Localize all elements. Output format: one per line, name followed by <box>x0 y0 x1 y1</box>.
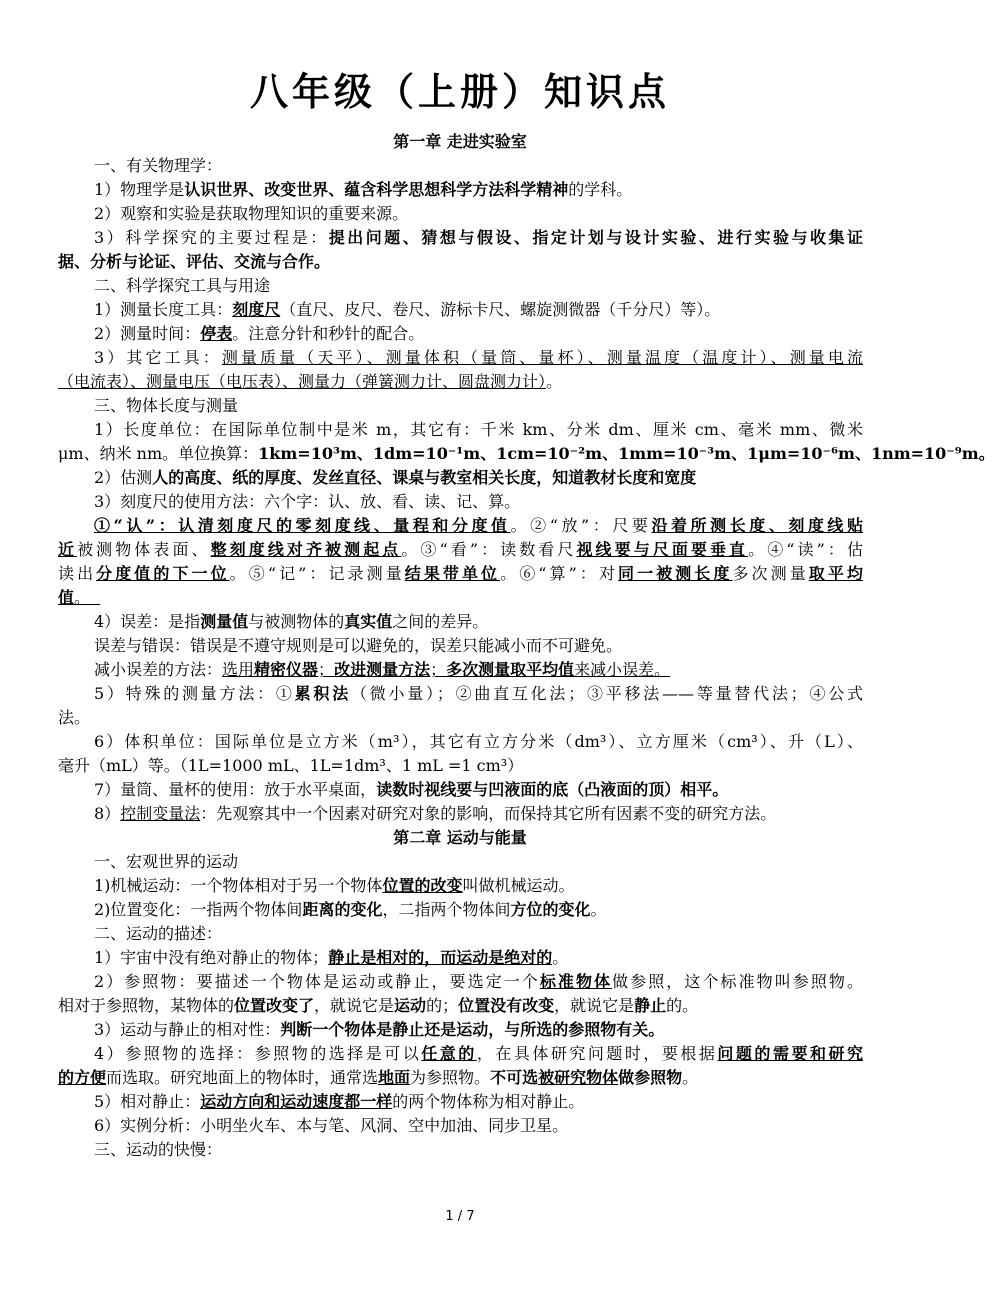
text-run: 改进测量方法 <box>334 660 431 679</box>
text-run: 误差与错误：错误是不遵守规则是可以避免的，误差只能减小而不可避免。 <box>94 636 623 655</box>
text-line <box>94 682 863 706</box>
text-line <box>94 490 863 514</box>
chapter-heading <box>0 130 920 154</box>
text-line <box>94 898 863 922</box>
text-run: 做参照物 <box>618 1068 683 1087</box>
text-line <box>94 154 863 178</box>
text-run: 做参照，这个标准物叫参照物。 <box>612 972 863 991</box>
text-run: μm、纳米 nm。单位换算： <box>58 444 259 463</box>
text-run: 选用 <box>222 660 255 679</box>
text-run: 而选取。研究地面上的物体时，通常选 <box>106 1068 379 1087</box>
text-run: 。⑥“算”：对 <box>500 564 619 583</box>
text-run: 。 <box>590 900 607 919</box>
text-run: 2）测量时间： <box>94 324 201 343</box>
text-line <box>94 226 863 250</box>
text-run: 测量质量（天平）、测量体积（量筒、量杯）、测量温度（温度计）、测量电流 <box>221 348 863 367</box>
text-run: 1）长度单位：在国际单位制中是米 m，其它有：千米 km、分米 dm、厘米 cm、毫米 mm、微米 <box>94 420 863 439</box>
text-run: 之间的差异。 <box>392 612 489 631</box>
text-run: 整刻度线对齐被测起点 <box>210 540 402 559</box>
text-run: 沿着所测长度、刻度线贴 <box>651 516 863 535</box>
text-run: ，就说它是 <box>314 996 395 1015</box>
text-run: 标准物体 <box>539 972 613 991</box>
text-line <box>94 178 863 202</box>
text-run: 8） <box>94 804 121 823</box>
text-run: 4）误差：是指 <box>94 612 201 631</box>
text-run: 累积法 <box>294 684 351 703</box>
text-run: 第二章 运动与能量 <box>393 828 527 847</box>
text-run: 。⑤“记”：记录测量 <box>229 564 405 583</box>
text-run: 的。 <box>666 996 699 1015</box>
text-run: 测量值 <box>200 612 249 631</box>
text-run: 法。 <box>58 708 91 727</box>
text-run: 方位的变化 <box>510 900 591 919</box>
text-run: ①“认”：认清刻度尺的零刻度线、量程和分度值 <box>94 516 511 535</box>
text-run: 运动方向和运动速度都一样 <box>200 1092 393 1111</box>
text-run: 7）量筒、量杯的使用：放于水平桌面， <box>94 780 377 799</box>
text-line <box>58 562 863 586</box>
text-run: 2）参照物：要描述一个物体是运动或静止，要选定一个 <box>94 972 540 991</box>
text-run: 真实值 <box>344 612 393 631</box>
text-run: 位置改变了 <box>234 996 315 1015</box>
text-run: 运动 <box>394 996 427 1015</box>
text-run: （微小量）；②曲直互化法；③平移法——等量替代法；④公式 <box>350 684 863 703</box>
text-run: 同一被测长度 <box>618 564 733 583</box>
text-run: 三、运动的快慢： <box>94 1140 223 1159</box>
text-run: 问题的需要和研究 <box>717 1044 863 1063</box>
text-run: 一、有关物理学： <box>94 156 223 175</box>
text-run: 值 <box>58 588 75 607</box>
text-line <box>58 754 863 778</box>
text-run: 减小误差的方法： <box>94 660 223 679</box>
text-run: 被测物体表面、 <box>77 540 211 559</box>
text-run: ，就说它是 <box>554 996 635 1015</box>
text-run: 地面 <box>378 1068 411 1087</box>
text-line <box>58 538 863 562</box>
text-run: 认识世界、改变世界、蕴含科学思想科学方法科学精神 <box>184 180 569 199</box>
text-run: 取平均 <box>808 564 863 583</box>
text-run: 结果带单位 <box>404 564 501 583</box>
text-run: 5）相对静止： <box>94 1092 201 1111</box>
text-line <box>58 1066 863 1090</box>
text-run: 毫升（mL）等。（1L=1000 mL、1L=1dm³、1 mL =1 cm³） <box>58 756 524 775</box>
text-line <box>94 1138 863 1162</box>
text-run: 。④“读”：估 <box>748 540 863 559</box>
text-line <box>94 274 863 298</box>
text-run: 据、分析与论证、评估、交流与合作。 <box>58 252 331 271</box>
text-line <box>94 610 863 634</box>
text-run: 的学科。 <box>568 180 633 199</box>
text-run: 不可选 <box>490 1068 539 1087</box>
text-run: （直尺、皮尺、卷尺、游标卡尺、螺旋测微器（千分尺）等）。 <box>280 300 721 319</box>
text-run: 多次测量取平均值 <box>446 660 575 679</box>
text-run: 二、运动的描述： <box>94 924 223 943</box>
text-line <box>58 994 863 1018</box>
text-line <box>94 322 863 346</box>
text-line <box>94 202 863 226</box>
text-run: 相对于参照物，某物体的 <box>58 996 235 1015</box>
text-run: 1）测量长度工具： <box>94 300 233 319</box>
text-run: 多次测量 <box>732 564 809 583</box>
text-line <box>94 850 863 874</box>
text-run: 2)位置变化：一指两个物体间 <box>94 900 303 919</box>
text-run: 静止是相对的，而运动是绝对的 <box>328 948 553 967</box>
text-line <box>94 778 863 802</box>
text-run: 。②“放”：尺要 <box>510 516 652 535</box>
text-line <box>94 1042 863 1066</box>
text-line <box>58 442 995 466</box>
text-run: 。 <box>552 948 569 967</box>
text-line <box>94 658 863 682</box>
text-run: 近 <box>58 540 78 559</box>
text-run: 。 <box>546 372 563 391</box>
chapter-heading <box>0 826 920 850</box>
text-line <box>94 298 863 322</box>
text-run: 三、物体长度与测量 <box>94 396 239 415</box>
text-line <box>94 874 863 898</box>
text-run: ； <box>318 660 335 679</box>
text-run: 3）其它工具： <box>94 348 222 367</box>
text-run: 的； <box>426 996 459 1015</box>
text-run: 叫做机械运动。 <box>462 876 575 895</box>
text-run: 。③“看”：读数看尺 <box>401 540 577 559</box>
text-line <box>58 706 863 730</box>
text-line <box>94 1090 863 1114</box>
text-line <box>94 802 863 826</box>
text-run: ； <box>430 660 447 679</box>
text-run: ：先观察其中一个因素对研究对象的影响，而保持其它所有因素不变的研究方法。 <box>200 804 777 823</box>
text-run: 控制变量法 <box>120 804 201 823</box>
text-run: 2）观察和实验是获取物理知识的重要来源。 <box>94 204 409 223</box>
text-line <box>94 970 863 994</box>
text-line <box>94 730 863 754</box>
text-run: 4）参照物的选择：参照物的选择是可以 <box>94 1044 422 1063</box>
text-line <box>58 370 863 394</box>
text-run: 3）运动与静止的相对性： <box>94 1020 281 1039</box>
text-line <box>94 346 863 370</box>
text-run: 位置的改变 <box>382 876 463 895</box>
text-run: 来减小误差。 <box>574 660 671 679</box>
text-line <box>94 946 863 970</box>
text-run: 。 <box>74 588 101 607</box>
text-line <box>94 394 863 418</box>
text-run: 6）体积单位：国际单位是立方米（m³），其它有立方分米（dm³）、立方厘米（cm³）、升（L）、 <box>94 732 863 751</box>
text-run: 3）刻度尺的使用方法：六个字：认、放、看、读、记、算。 <box>94 492 521 511</box>
text-line <box>94 466 863 490</box>
text-run: 被研究物体 <box>538 1068 619 1087</box>
text-line <box>94 1018 863 1042</box>
text-run: 第一章 走进实验室 <box>393 132 527 151</box>
text-run: 。注意分针和秒针的配合。 <box>232 324 425 343</box>
text-run: 停表 <box>200 324 233 343</box>
text-run: （电流表）、测量电压（电压表）、测量力（弹簧测力计、圆盘测力计） <box>58 372 547 391</box>
text-run: 的两个物体称为相对静止。 <box>392 1092 585 1111</box>
text-run: 位置没有改变 <box>458 996 555 1015</box>
text-line <box>58 250 863 274</box>
text-line <box>58 586 863 610</box>
text-run: 读数时视线要与凹液面的底（凸液面的顶）相平。 <box>376 780 729 799</box>
text-run: 1km=10³m、1dm=10⁻¹m、1cm=10⁻²m、1mm=10⁻³m、1μm=10⁻⁶m、1nm=10⁻⁹m。 <box>258 444 995 463</box>
text-run: 2）估测 <box>94 468 153 487</box>
text-run: 刻度尺 <box>232 300 281 319</box>
text-run: 提出问题、猜想与假设、指定计划与设计实验、进行实验与收集证 <box>328 228 863 247</box>
text-run: 二、科学探究工具与用途 <box>94 276 271 295</box>
text-run: 判断一个物体是静止还是运动，与所选的参照物有关。 <box>280 1020 665 1039</box>
text-line <box>94 418 863 442</box>
text-run: 。 <box>682 1068 699 1087</box>
text-run: ，在具体研究问题时，要根据 <box>476 1044 718 1063</box>
text-line <box>94 514 863 538</box>
text-run: 读出 <box>58 564 97 583</box>
page-number: 1 / 7 <box>445 1209 475 1224</box>
text-run: 距离的变化 <box>302 900 383 919</box>
page-title: 八年级（上册）知识点 <box>249 69 670 114</box>
text-run: 人的高度、纸的厚度、发丝直径、课桌与教室相关长度，知道教材长度和宽度 <box>152 468 697 487</box>
text-run: 5）特殊的测量方法：① <box>94 684 295 703</box>
text-run: 任意的 <box>421 1044 477 1063</box>
text-run: 与被测物体的 <box>248 612 345 631</box>
text-run: 为参照物。 <box>410 1068 491 1087</box>
text-run: 分度值的下一位 <box>96 564 230 583</box>
text-run: 1）物理学是 <box>94 180 185 199</box>
text-run: 的方便 <box>58 1068 107 1087</box>
text-line <box>94 1114 863 1138</box>
text-run: 静止 <box>634 996 667 1015</box>
text-run: 1)机械运动：一个物体相对于另一个物体 <box>94 876 383 895</box>
text-run: 一、宏观世界的运动 <box>94 852 239 871</box>
text-line <box>94 922 863 946</box>
text-run: 1）宇宙中没有绝对静止的物体； <box>94 948 329 967</box>
text-run: ，二指两个物体间 <box>382 900 511 919</box>
text-run: 精密仪器 <box>254 660 319 679</box>
text-run: 3）科学探究的主要过程是： <box>94 228 329 247</box>
text-run: 6）实例分析：小明坐火车、本与笔、风洞、空中加油、同步卫星。 <box>94 1116 569 1135</box>
text-line <box>94 634 863 658</box>
text-run: 视线要与尺面要垂直 <box>576 540 749 559</box>
